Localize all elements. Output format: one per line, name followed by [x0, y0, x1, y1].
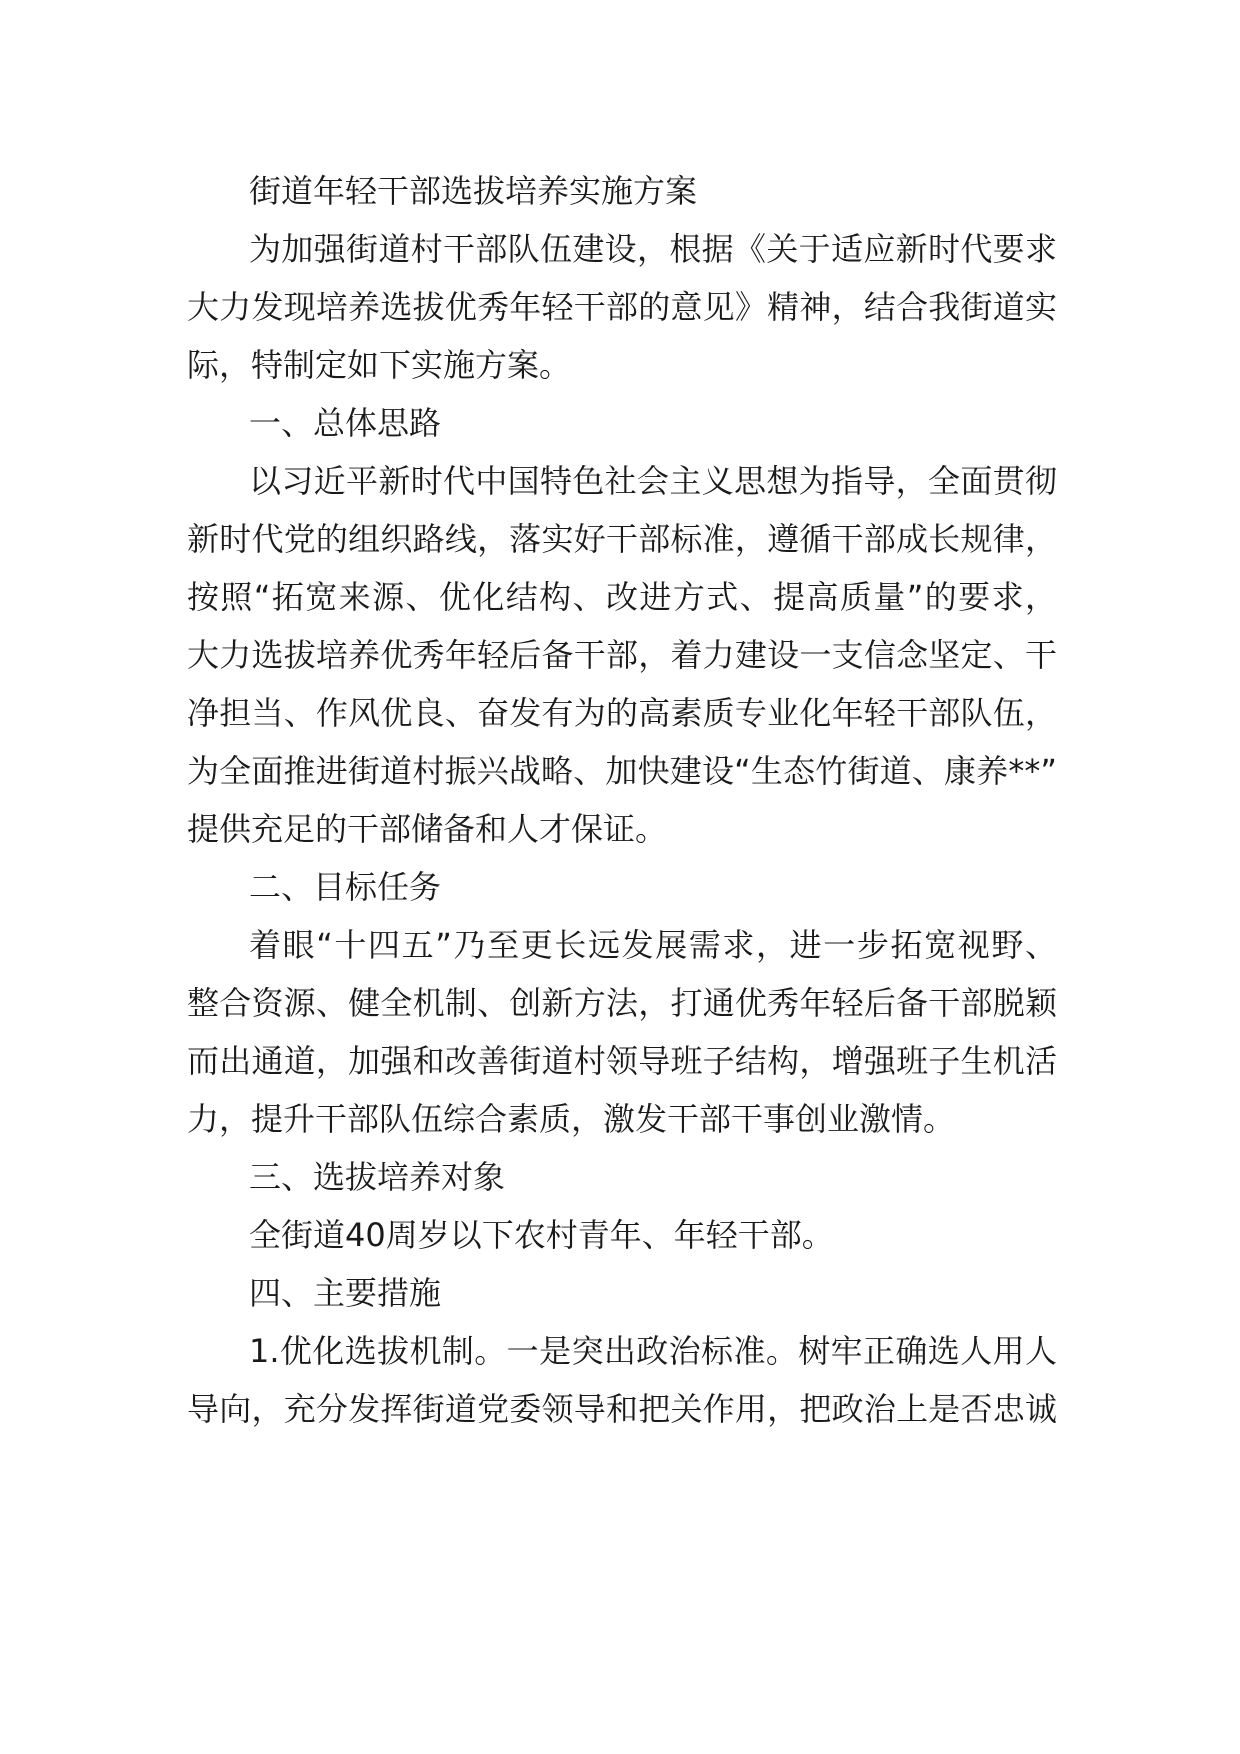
paragraph-line: 全街道40周岁以下农村青年、年轻干部。 — [249, 1216, 834, 1254]
paragraph-line: 1.优化选拔机制。一是突出政治标准。树牢正确选人用人 — [249, 1332, 1057, 1370]
paragraph-line: 提供充足的干部储备和人才保证。 — [187, 810, 668, 848]
section-heading: 三、选拔培养对象 — [249, 1158, 506, 1196]
paragraph-line: 力，提升干部队伍综合素质，激发干部干事创业激情。 — [187, 1100, 956, 1138]
paragraph-line: 以习近平新时代中国特色社会主义思想为指导，全面贯彻 — [249, 462, 1057, 500]
paragraph-line: 整合资源、健全机制、创新方法，打通优秀年轻后备干部脱颖 — [187, 984, 1057, 1022]
section-heading: 四、主要措施 — [249, 1274, 442, 1312]
section-heading: 一、总体思路 — [249, 404, 442, 442]
paragraph-line: 际，特制定如下实施方案。 — [187, 346, 572, 384]
paragraph-line: 而出通道，加强和改善街道村领导班子结构，增强班子生机活 — [187, 1042, 1057, 1080]
paragraph-line: 按照“拓宽来源、优化结构、改进方式、提高质量”的要求， — [187, 578, 1057, 616]
paragraph-line: 新时代党的组织路线，落实好干部标准，遵循干部成长规律， — [187, 520, 1057, 558]
paragraph-line: 净担当、作风优良、奋发有为的高素质专业化年轻干部队伍， — [187, 694, 1057, 732]
paragraph-line: 大力选拔培养优秀年轻后备干部，着力建设一支信念坚定、干 — [187, 636, 1057, 674]
paragraph-line: 为全面推进街道村振兴战略、加快建设“生态竹街道、康养**” — [187, 752, 1057, 790]
paragraph-line: 大力发现培养选拔优秀年轻干部的意见》精神，结合我街道实 — [187, 288, 1057, 326]
paragraph-line: 为加强街道村干部队伍建设，根据《关于适应新时代要求 — [249, 230, 1057, 268]
paragraph-line: 着眼“十四五”乃至更长远发展需求，进一步拓宽视野、 — [249, 926, 1057, 964]
document-title: 街道年轻干部选拔培养实施方案 — [249, 172, 698, 210]
section-heading: 二、目标任务 — [249, 868, 442, 906]
paragraph-line: 导向，充分发挥街道党委领导和把关作用，把政治上是否忠诚 — [187, 1390, 1057, 1428]
